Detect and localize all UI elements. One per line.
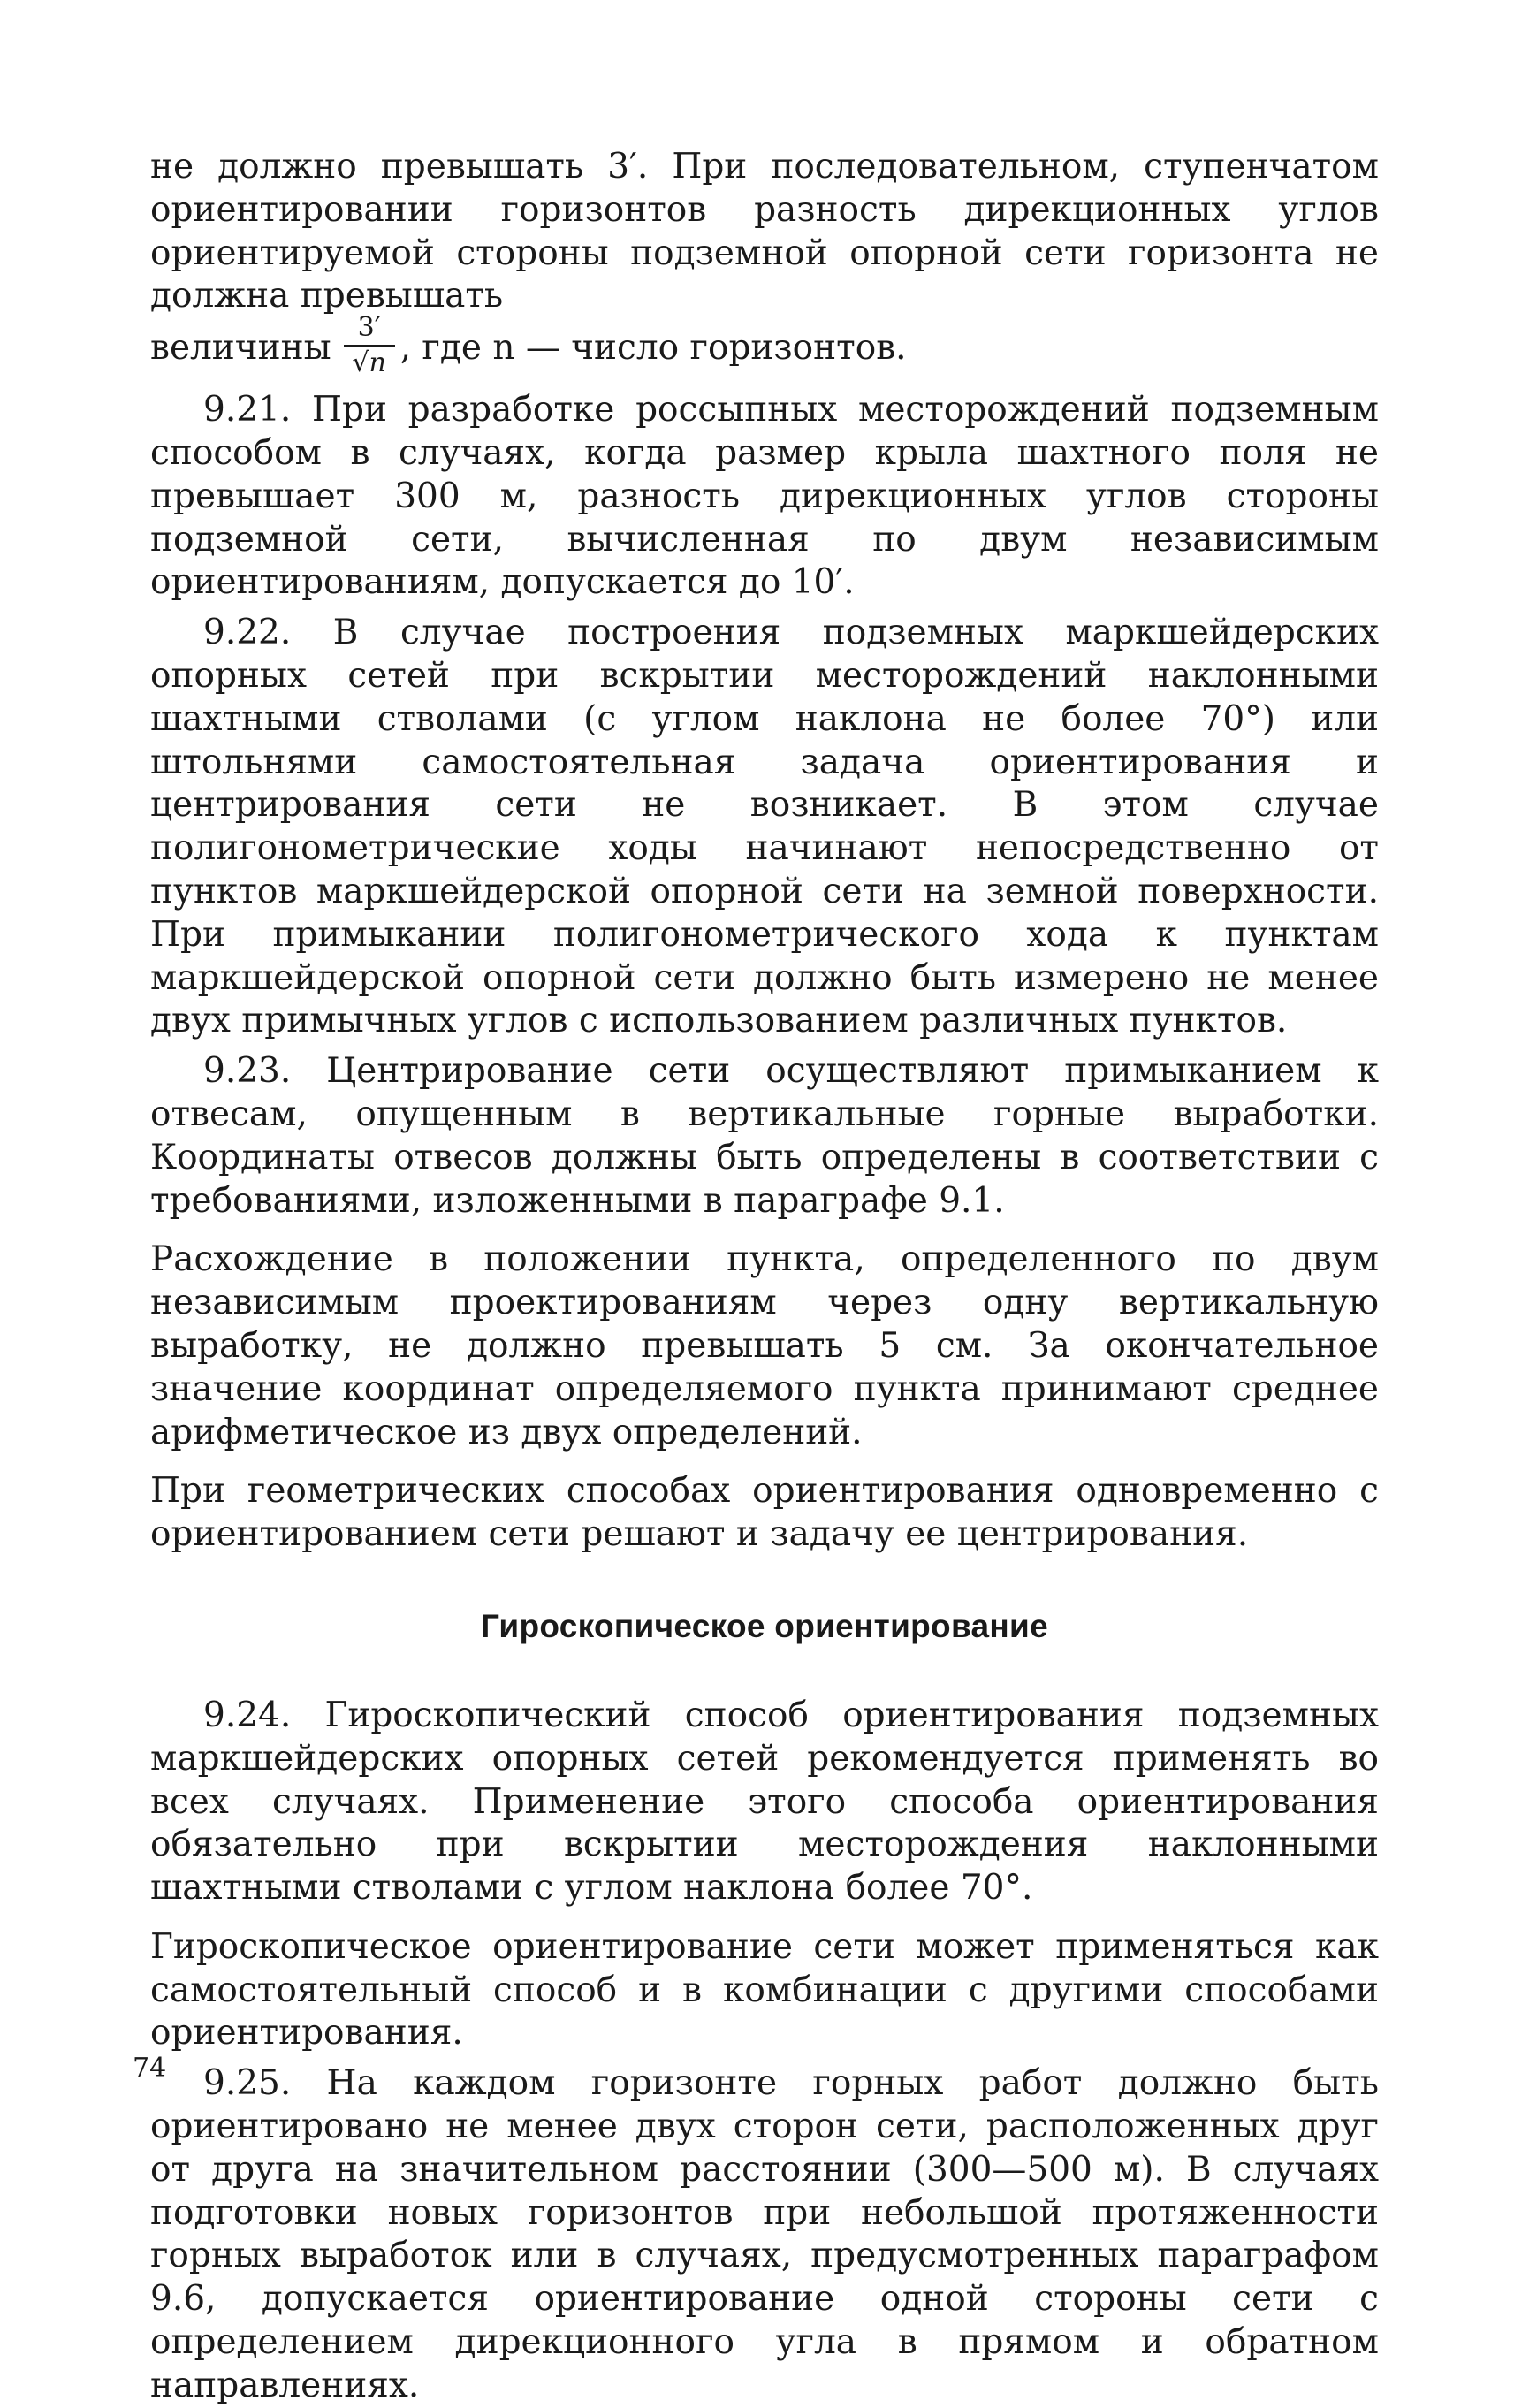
paragraph-9-23: 9.23. Центрирование сети осуществляют примыканием к отвесам, опущенным в вертикальные горные выработки. Координаты отвесов должны быть определены в соответствии с требованиями, изложенными в параграфе 9.1. xyxy=(150,1051,1379,1221)
paragraph-divergence: Расхождение в положении пункта, определенного по двум независимым проектированиям через одну вертикальную выработку, не должно превышать 5 см. За окончательное значение координат определяемого пункта принимают среднее арифметическое из двух определений. xyxy=(150,1239,1379,1452)
fraction-bar xyxy=(344,345,395,347)
fraction-numerator: 3′ xyxy=(357,312,381,344)
page-number: 74 xyxy=(133,2053,167,2084)
formula-line xyxy=(150,312,1379,382)
paragraph-geometric: При геометрических способах ориентирования одновременно с ориентированием сети решают и задачу ее центрирования. xyxy=(150,1471,1379,1555)
fraction-denominator: √n xyxy=(352,347,386,379)
paragraph-intro: не должно превышать 3′. При последовательном, ступенчатом ориентировании горизонтов разность дирекционных углов ориентируемой стороны подземной опорной сети горизонта не должна превышать xyxy=(150,147,1379,316)
paragraph-9-24: 9.24. Гироскопический способ ориентирования подземных маркшейдерских опорных сетей рекомендуется применять во всех случаях. Применение этого способа ориентирования обязательно при вскрытии месторождения наклонными шахтными стволами с углом наклона более 70°. xyxy=(150,1695,1379,1909)
section-heading: Гироскопическое ориентирование xyxy=(481,1607,1048,1644)
fraction xyxy=(342,312,397,382)
formula-suffix: , где n — число горизонтов. xyxy=(399,328,907,369)
paragraph-9-25: 9.25. На каждом горизонте горных работ должно быть ориентировано не менее двух сторон сети, расположенных друг от друга на значительном расстоянии (300—500 м). В случаях подготовки новых горизонтов при небольшой протяженности горных выработок или в случаях, предусмотренных параграфом 9.6, допускается ориентирование одной стороны сети с определением дирекционного угла в прямом и обратном направлениях. xyxy=(150,2063,1379,2405)
paragraph-9-22: 9.22. В случае построения подземных маркшейдерских опорных сетей при вскрытии месторождений наклонными шахтными стволами (с углом наклона не более 70°) или штольнями самостоятельная задача ориентирования и центрирования сети не возникает. В этом случае полигонометрические ходы начинают непосредственно от пунктов маркшейдерской опорной сети на земной поверхности. При примыкании полигонометрического хода к пунктам маркшейдерской опорной сети должно быть измерено не менее двух примычных углов с использованием различных пунктов. xyxy=(150,613,1379,1041)
paragraph-gyro-combination: Гироскопическое ориентирование сети может применяться как самостоятельный способ и в комбинации с другими способами ориентирования. xyxy=(150,1926,1379,2054)
document-page xyxy=(150,146,1379,2408)
paragraph-9-21: 9.21. При разработке россыпных месторождений подземным способом в случаях, когда размер крыла шахтного поля не превышает 300 м, разность дирекционных углов стороны подземной сети, вычисленная по двум независимым ориентированиям, допускается до 10′. xyxy=(150,390,1379,603)
formula-prefix: величины xyxy=(150,328,331,369)
